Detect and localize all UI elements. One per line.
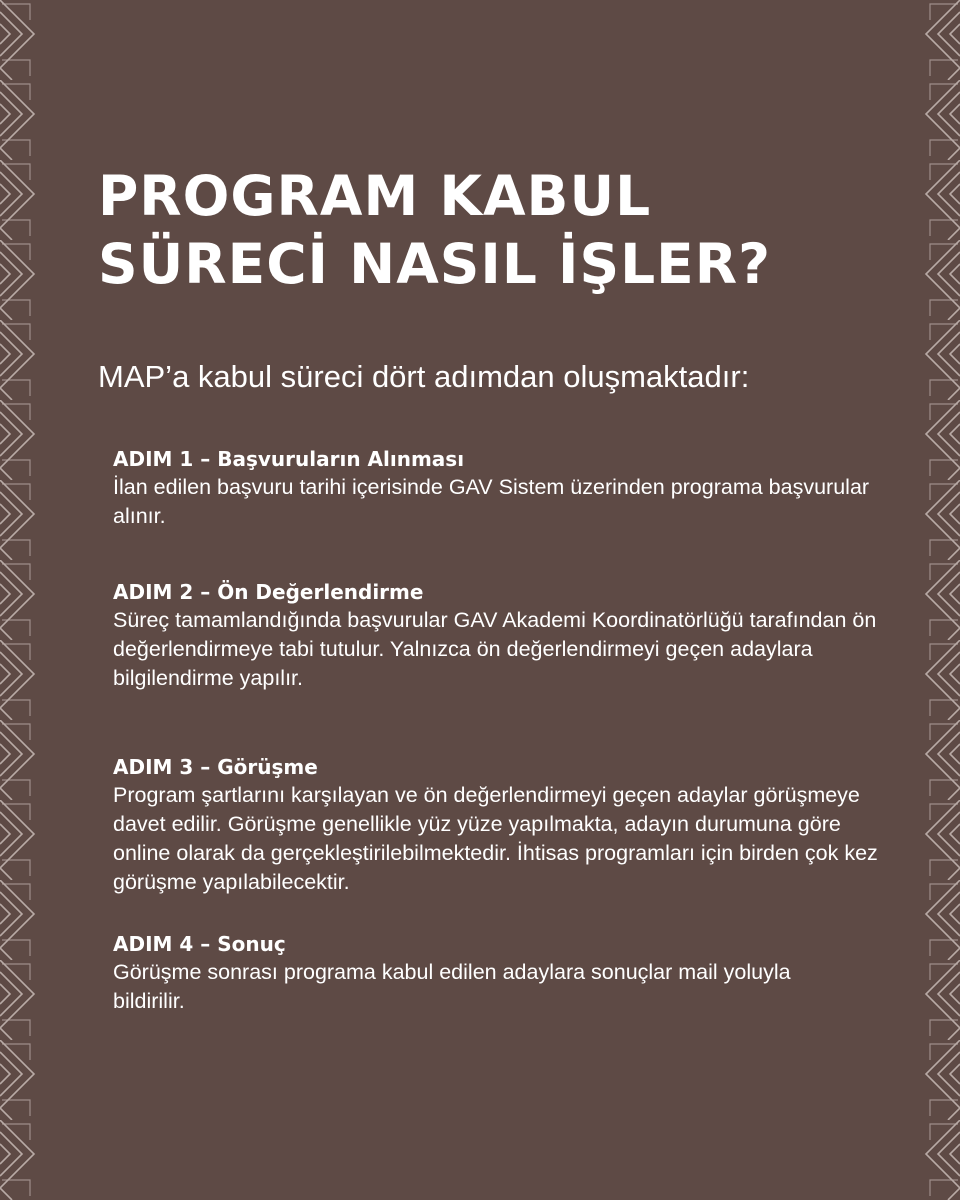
step-4-body: Görüşme sonrası programa kabul edilen adaylara sonuçlar mail yoluyla bildirilir. [113, 960, 791, 1013]
step-3-body: Program şartlarını karşılayan ve ön değerlendirmeyi geçen adaylar görüşmeye davet edilir. Görüşme genellikle yüz yüze yapılmakta, adayın durumuna göre online olarak da gerçekleştirilebilmektedir. İhtisas programları için birden çok kez görüşme yapılabilecektir. [113, 783, 878, 894]
title-line-1: PROGRAM KABUL [98, 164, 652, 228]
page-title [98, 162, 898, 298]
step-1 [113, 445, 913, 531]
step-3-heading: ADIM 3 – Görüşme [113, 755, 318, 779]
step-4-heading: ADIM 4 – Sonuç [113, 932, 286, 956]
step-2-body: Süreç tamamlandığında başvurular GAV Akademi Koordinatörlüğü tarafından ön değerlendirmeye tabi tutulur. Yalnızca ön değerlendirmeyi geçen adaylara bilgilendirme yapılır. [113, 608, 877, 690]
intro-text: MAP’a kabul süreci dört adımdan oluşmaktadır: [98, 359, 750, 394]
title-line-2: SÜRECİ NASIL İŞLER? [98, 232, 771, 296]
right-border-pattern [920, 0, 960, 1200]
step-4 [113, 930, 913, 1016]
step-1-heading: ADIM 1 – Başvuruların Alınması [113, 447, 465, 471]
step-2-heading: ADIM 2 – Ön Değerlendirme [113, 580, 424, 604]
step-1-body: İlan edilen başvuru tarihi içerisinde GAV Sistem üzerinden programa başvurular alınır. [113, 475, 870, 528]
step-2 [113, 578, 913, 693]
step-3 [113, 753, 913, 897]
left-border-pattern [0, 0, 40, 1200]
